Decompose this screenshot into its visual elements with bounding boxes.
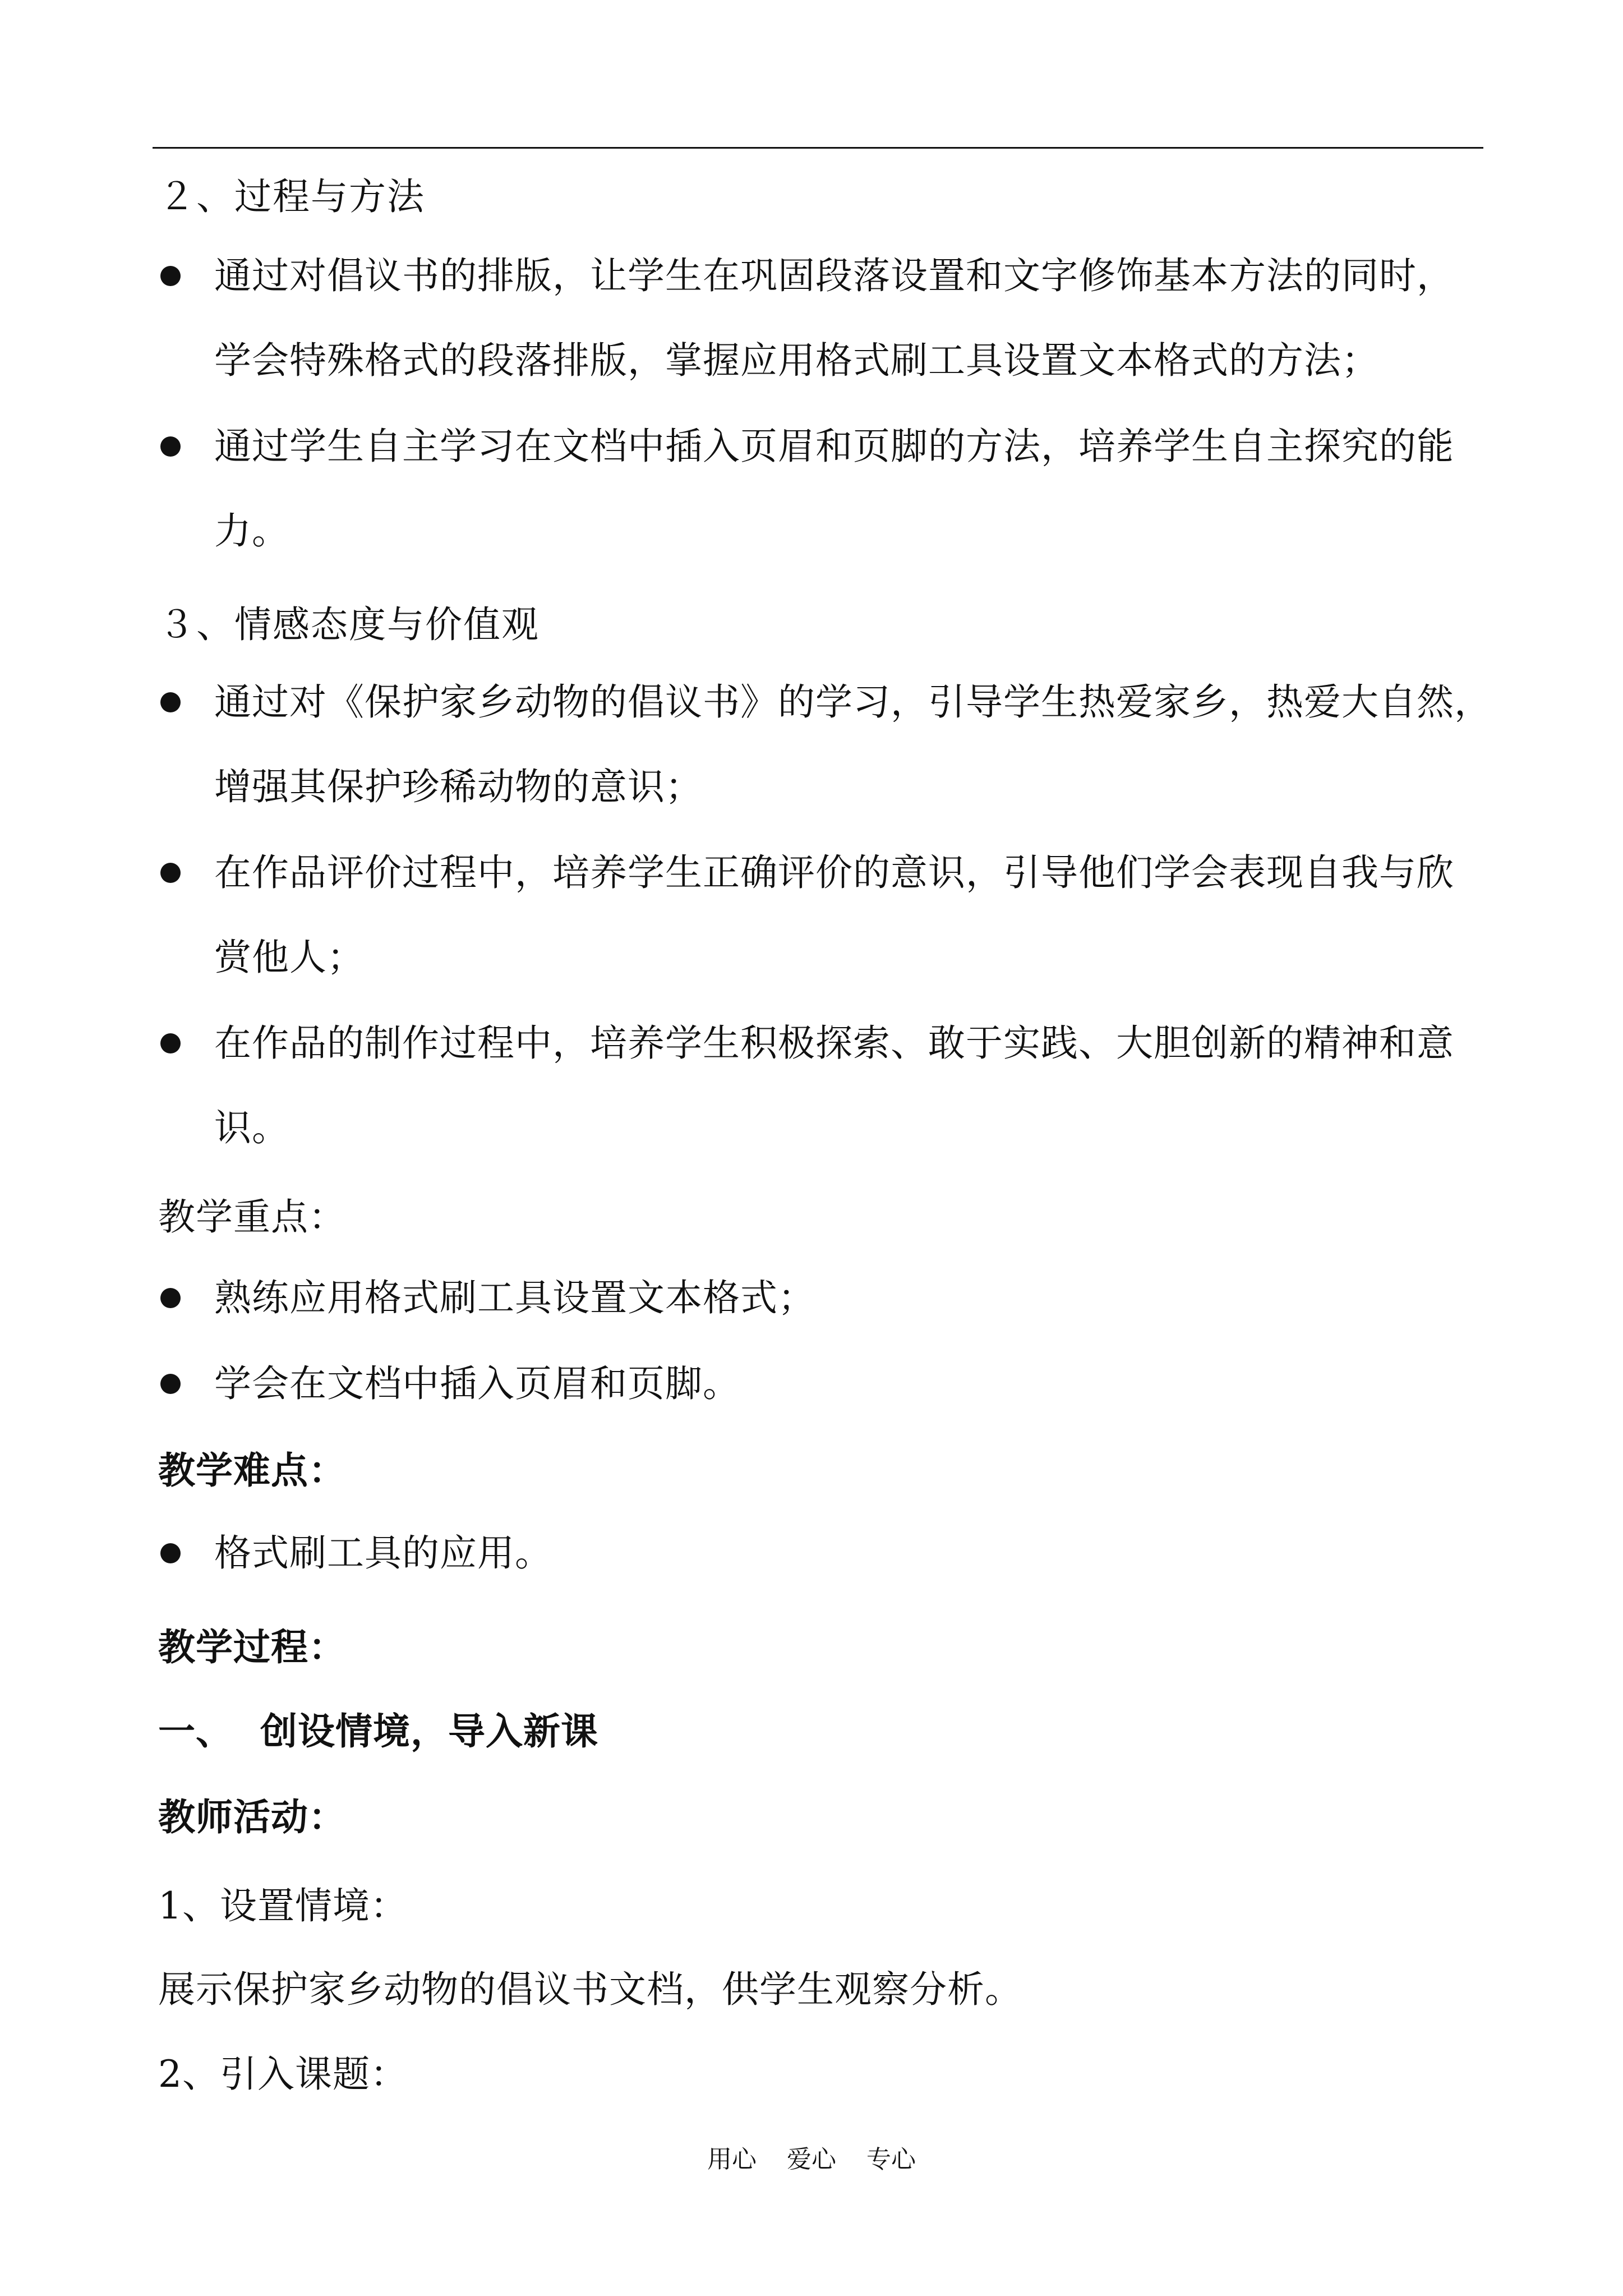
section-heading-process-method: ２、过程与方法 [158, 175, 425, 218]
bullet-text: 通过对倡议书的排版，让学生在巩固段落设置和文字修饰基本方法的同时， [214, 254, 1454, 297]
bullet-icon [160, 266, 181, 286]
bullet-text: 在作品的制作过程中，培养学生积极探索、敢于实践、大胆创新的精神和意 [214, 1022, 1454, 1065]
bullet-text: 学会在文档中插入页眉和页脚。 [214, 1362, 740, 1405]
header-rule [153, 147, 1483, 149]
bullet-icon [160, 1374, 181, 1394]
bullet-icon [160, 1543, 181, 1563]
process-heading: 教学过程： [158, 1626, 346, 1669]
bullet-icon [160, 692, 181, 712]
bullet-text: 熟练应用格式刷工具设置文本格式； [214, 1276, 815, 1319]
step-two-label: 2、引入课题： [158, 2053, 408, 2096]
step-one-label: 1、设置情境： [158, 1884, 408, 1927]
part-one-heading: 一、 创设情境，导入新课 [158, 1710, 598, 1753]
key-points-heading: 教学重点： [158, 1195, 346, 1239]
bullet-text-continued: 增强其保护珍稀动物的意识； [214, 765, 703, 808]
section-heading-emotion: ３、情感态度与价值观 [158, 603, 540, 646]
teacher-activity-label: 教师活动： [158, 1796, 346, 1839]
bullet-icon [160, 1288, 181, 1308]
bullet-text: 通过对《保护家乡动物的倡议书》的学习，引导学生热爱家乡，热爱大自然， [214, 680, 1492, 724]
difficulty-heading: 教学难点： [158, 1449, 346, 1492]
bullet-text: 通过学生自主学习在文档中插入页眉和页脚的方法，培养学生自主探究的能 [214, 425, 1454, 468]
bullet-text-continued: 识。 [214, 1106, 289, 1149]
bullet-icon [160, 1033, 181, 1053]
bullet-text: 格式刷工具的应用。 [214, 1531, 552, 1575]
bullet-icon [160, 863, 181, 883]
bullet-text: 在作品评价过程中，培养学生正确评价的意识，引导他们学会表现自我与欣 [214, 851, 1454, 894]
page-footer: 用心 爱心 专心 [707, 2145, 916, 2174]
bullet-text-continued: 赏他人； [214, 936, 365, 979]
step-one-text: 展示保护家乡动物的倡议书文档，供学生观察分析。 [158, 1968, 1022, 2011]
bullet-text-continued: 力。 [214, 509, 289, 553]
bullet-text-continued: 学会特殊格式的段落排版，掌握应用格式刷工具设置文本格式的方法； [214, 339, 1379, 382]
bullet-icon [160, 436, 181, 457]
